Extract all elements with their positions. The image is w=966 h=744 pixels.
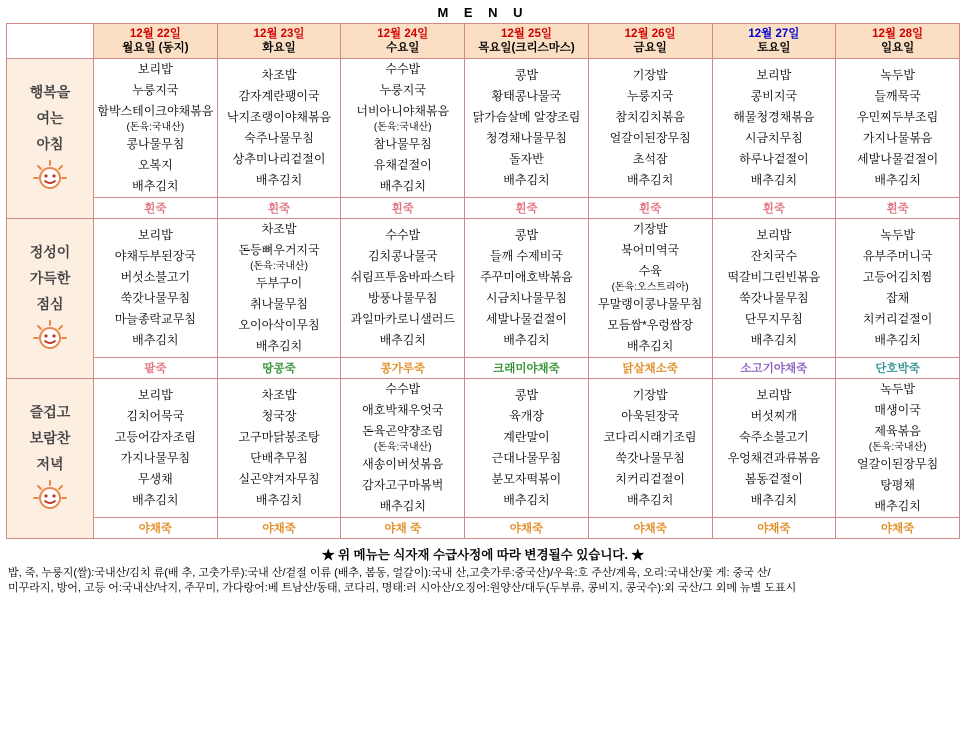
dish-item: 녹두밥 [880,382,915,396]
menu-cell-2-4 [588,379,712,518]
day-header-2 [341,24,465,59]
day-label-2: 수요일 [386,42,420,54]
meal-name-1 [7,219,94,379]
day-label-6: 일요일 [880,42,915,54]
dish-item: 배추김치 [255,173,303,187]
menu-cell-0-4 [588,59,712,198]
porridge-cell-0-1: 흰죽 [217,198,341,219]
dish-item: 배추김치 [874,333,921,347]
dish-item: 세발나물겉절이 [485,312,568,326]
dish-item: 모듬쌈*우렁쌈장 [607,318,694,332]
dish-item: 두부구이 [255,276,303,290]
dish-item: 육개장 [509,409,544,423]
meal-name-2 [7,379,94,539]
dish-item: 분모자떡볶이 [491,472,562,486]
sun-face-icon [33,160,67,190]
dish-item: 취나물무침 [250,297,309,311]
dish-origin: (돈육:오스트리아) [611,282,689,293]
menu-cell-2-1 [217,379,341,518]
dish-item: 야채두부된장국 [114,249,196,263]
porridge-cell-1-6: 단호박죽 [836,358,960,379]
dish-origin: (돈육:국내산) [373,442,432,453]
porridge-cell-0-5: 흰죽 [712,198,836,219]
dish-item: 콩비지국 [750,89,798,103]
dish-item: 우엉채견과류볶음 [727,451,821,465]
dish-item: 배추김치 [626,173,674,187]
day-header-4 [588,24,712,59]
dish-item: 들깨묵국 [874,89,921,103]
menu-cell-2-6 [836,379,960,518]
meal-name-line: 행복을 [29,84,71,100]
dish-item: 단배추무침 [250,451,309,465]
dish-item: 세발나물겉절이 [857,152,939,166]
dish-item: 청국장 [261,409,297,423]
dish-item: 배추김치 [750,493,798,507]
dish-item: 누룽지국 [379,83,426,97]
dish-item: 콩밥 [514,388,539,402]
menu-cell-1-4 [588,219,712,358]
menu-cell-0-5 [712,59,836,198]
date-label-0: 12월 22일 [129,28,181,40]
dish-item: 치커리겉절이 [615,472,685,486]
dish-item: 얼갈이된장무침 [857,457,939,471]
dish-item: 돈육곤약쟝조림 (돈육:국내산) [341,421,464,454]
dish-item: 수수밥 [385,228,421,242]
porridge-cell-1-2: 콩가루죽 [341,358,465,379]
dish-item: 가지나물볶음 [862,131,933,145]
dish-item: 쉬림프투움바파스타 [350,270,455,284]
dish-item: 우민찌두부조림 [857,110,939,124]
dish-item: 콩나물무침 [126,137,185,151]
dish-item: 배추김치 [379,179,426,193]
menu-cell-1-3 [465,219,589,358]
dish-item: 배추김치 [503,173,550,187]
menu-change-notice: ★ 위 메뉴는 식자재 수급사정에 따라 변경될수 있습니다. ★ [322,548,644,562]
dish-item: 낙지조랭이야채볶음 [226,110,332,124]
day-header-5 [712,24,836,59]
meal-name-line: 즐겁고 [29,404,71,420]
dish-item: 무생채 [137,472,173,486]
porridge-row-2 [7,518,960,539]
dish-item: 보리밥 [756,388,792,402]
dish-item: 차조밥 [261,68,297,82]
dish-item: 배추김치 [874,499,921,513]
dish-item: 보리밥 [756,228,792,242]
meal-row-0 [7,59,960,198]
dish-item: 탕평채 [880,478,915,492]
sun-face-icon [33,480,67,510]
origin-footnote [6,566,960,596]
menu-cell-0-1 [217,59,341,198]
porridge-cell-2-4: 야채죽 [588,518,712,539]
dish-item: 돌자반 [509,152,544,166]
menu-body [7,59,960,539]
date-label-1: 12월 23일 [253,28,305,40]
dish-origin: (돈육:국내산) [250,261,308,272]
dish-item: 얼갈이된장무침 [609,131,691,145]
menu-cell-0-0 [94,59,218,198]
dish-item: 치커리겉절이 [862,312,933,326]
dish-item: 보리밥 [137,388,173,402]
meal-name-line: 점심 [36,296,64,312]
porridge-cell-2-1: 야채죽 [217,518,341,539]
porridge-cell-2-2: 야채 죽 [341,518,465,539]
porridge-cell-0-6: 흰죽 [836,198,960,219]
menu-cell-2-5 [712,379,836,518]
dish-item: 유채겉절이 [373,158,432,172]
menu-cell-1-2 [341,219,465,358]
dish-item: 단무지무침 [744,312,803,326]
table-header-row [7,24,960,59]
dish-item: 새송이버섯볶음 [362,457,444,471]
menu-cell-1-0 [94,219,218,358]
porridge-row-1 [7,358,960,379]
dish-item: 보리밥 [137,228,173,242]
dish-item: 해물청경채볶음 [733,110,815,124]
meal-name-line: 가득한 [29,270,71,286]
day-header-6 [836,24,960,59]
dish-item: 김치어묵국 [126,409,185,423]
dish-item: 감자계란팽이국 [238,89,320,103]
dish-item: 함박스테이크야채볶음 (돈육:국내산) [94,101,217,134]
porridge-cell-2-3: 야채죽 [465,518,589,539]
corner-cell [7,24,94,59]
dish-item: 수수밥 [385,62,421,76]
porridge-cell-1-3: 크래미야채죽 [465,358,589,379]
day-label-0: 월요일 (동지) [122,42,189,54]
dish-item: 실곤약겨자무침 [238,472,320,486]
meal-name-line: 아침 [36,136,64,152]
dish-item: 고등어감자조림 [114,430,196,444]
dish-item: 고구마닭봉조탕 [238,430,320,444]
dish-item: 가지나물무침 [120,451,191,465]
dish-item: 계란말이 [503,430,550,444]
dish-item: 봄동겉절이 [744,472,803,486]
day-label-3: 목요일(크리스마스) [478,42,575,54]
dish-item: 숙주소불고기 [739,430,809,444]
dish-item: 너비아니야채볶음 (돈육:국내산) [341,101,464,134]
dish-item: 배추김치 [255,339,303,353]
meal-row-1 [7,219,960,358]
dish-item: 방풍나물무침 [367,291,438,305]
dish-item: 보리밥 [756,68,792,82]
menu-cell-0-2 [341,59,465,198]
menu-cell-1-1 [217,219,341,358]
dish-item: 제육볶음 (돈육:국내산) [836,421,959,454]
dish-origin: (돈육:국내산) [868,442,927,453]
menu-cell-2-2 [341,379,465,518]
meal-name-line: 보람찬 [29,430,71,446]
dish-item: 배추김치 [379,499,426,513]
dish-item: 애호박채우엇국 [362,403,444,417]
weekly-menu-table [6,23,960,539]
meal-name-line: 정성이 [29,244,71,260]
dish-item: 참나물무침 [373,137,432,151]
dish-item: 콩밥 [514,68,539,82]
dish-item: 버섯소불고기 [120,270,191,284]
dish-item: 누룽지국 [626,89,674,103]
dish-item: 배추김치 [874,173,921,187]
dish-item: 시금치무침 [744,131,803,145]
meal-name-0 [7,59,94,219]
day-header-0 [94,24,218,59]
dish-item: 기장밥 [632,388,668,402]
meal-row-2 [7,379,960,518]
dish-item: 배추김치 [132,333,179,347]
dish-item: 주꾸미애호박볶음 [480,270,573,284]
dish-item: 배추김치 [503,493,550,507]
date-label-3: 12월 25일 [500,28,552,40]
menu-cell-1-6 [836,219,960,358]
date-label-5: 12월 27일 [748,28,800,40]
dish-item: 하루나겉절이 [739,152,809,166]
dish-item: 수육 (돈육:오스트리아) [589,261,712,294]
dish-item: 김치콩나물국 [367,249,438,263]
porridge-cell-2-6: 야채죽 [836,518,960,539]
dish-item: 오복지 [137,158,173,172]
dish-item: 녹두밥 [880,68,915,82]
date-label-2: 12월 24일 [377,28,429,40]
porridge-cell-0-3: 흰죽 [465,198,589,219]
dish-item: 감자고구마볶벅 [362,478,444,492]
dish-item: 청경채나물무침 [485,131,568,145]
dish-item: 오이아삭이무침 [238,318,320,332]
dish-item: 고등어김치찜 [862,270,933,284]
menu-cell-0-3 [465,59,589,198]
date-label-6: 12월 28일 [872,28,924,40]
dish-item: 아욱된장국 [621,409,680,423]
dish-item: 보리밥 [137,62,173,76]
dish-item: 들깨 수제비국 [490,249,563,263]
dish-item: 시금치나물무침 [485,291,568,305]
dish-item: 매생이국 [874,403,921,417]
dish-item: 마늘종락교무침 [114,312,196,326]
dish-item: 차조밥 [261,222,297,236]
dish-item: 배추김치 [626,339,674,353]
porridge-cell-2-0: 야채죽 [94,518,218,539]
porridge-cell-1-1: 땅콩죽 [217,358,341,379]
dish-item: 배추김치 [132,493,179,507]
dish-item: 배추김치 [750,173,798,187]
date-label-4: 12월 26일 [624,28,676,40]
dish-item: 배추김치 [255,493,303,507]
dish-item: 누룽지국 [132,83,179,97]
dish-item: 배추김치 [132,179,179,193]
menu-cell-2-3 [465,379,589,518]
origin-footnote-line-0: 밥, 죽, 누룽지(쌀):국내산/김치 류(배 추, 고춧가루):국내 산/겉절 이류 (배추, 봄동, 얼갈이):국내 산,고춧가루:중국산)/우육:호 주산/계육, 오리:국내산/꽃 게: 중국 산/ [8,567,771,579]
menu-cell-1-5 [712,219,836,358]
dish-item: 참치김치볶음 [615,110,685,124]
porridge-row-0 [7,198,960,219]
origin-footnote-line-1: 미꾸라지, 방어, 고등 어:국내산/낙지, 주꾸미, 가다랑어:베 트남산/동태, 코다리, 명태:러 시아산/오징어:원양산/대두(두부류, 콩비지, 콩국수):외 국산/그 외메 뉴별 도표시 [8,582,797,594]
porridge-cell-2-5: 야채죽 [712,518,836,539]
day-header-1 [217,24,341,59]
dish-item: 초석잠 [632,152,668,166]
dish-item: 북어미역국 [621,243,680,257]
dish-item: 돈등뼈우거지국 (돈육:국내산) [218,240,341,273]
dish-item: 잔치국수 [750,249,798,263]
day-header-3 [465,24,589,59]
day-label-5: 토요일 [757,42,791,54]
dish-item: 쑥갓나물무침 [739,291,809,305]
meal-name-line: 여는 [36,110,64,126]
dish-item: 떡갈비그린빈볶음 [727,270,821,284]
dish-item: 배추김치 [379,333,426,347]
porridge-cell-1-4: 닭살채소죽 [588,358,712,379]
dish-item: 근대나물무침 [491,451,562,465]
day-label-1: 화요일 [262,42,296,54]
dish-item: 닭가슴살메 알쟝조림 [472,110,581,124]
dish-item: 차조밥 [261,388,297,402]
dish-item: 수수밥 [385,382,421,396]
dish-origin: (돈육:국내산) [126,122,185,133]
dish-item: 배추김치 [750,333,798,347]
dish-item: 기장밥 [632,222,668,236]
dish-item: 무말랭이콩나물무침 [597,297,703,311]
porridge-cell-1-5: 소고기야채죽 [712,358,836,379]
porridge-cell-1-0: 팥죽 [94,358,218,379]
dish-item: 쑥갓나물무침 [615,451,685,465]
menu-cell-2-0 [94,379,218,518]
dish-item: 코다리시래기조림 [603,430,697,444]
porridge-cell-0-4: 흰죽 [588,198,712,219]
dish-item: 잡채 [886,291,910,305]
dish-item: 쑥갓나물무침 [120,291,191,305]
dish-item: 기장밥 [632,68,668,82]
dish-item: 황태콩나물국 [491,89,562,103]
dish-item: 배추김치 [503,333,550,347]
dish-item: 배추김치 [626,493,674,507]
menu-cell-0-6 [836,59,960,198]
dish-item: 과일마카로니샐러드 [350,312,455,326]
porridge-cell-0-0: 흰죽 [94,198,218,219]
dish-item: 버섯찌개 [750,409,798,423]
meal-name-line: 저녁 [36,456,64,472]
dish-item: 콩밥 [514,228,539,242]
porridge-cell-0-2: 흰죽 [341,198,465,219]
sun-face-icon [33,320,67,350]
day-label-4: 금요일 [633,42,667,54]
dish-item: 상추미나리겉절이 [232,152,326,166]
dish-item: 유부주머니국 [862,249,933,263]
dish-origin: (돈육:국내산) [373,122,432,133]
dish-item: 녹두밥 [880,228,915,242]
dish-item: 숙주나물무침 [244,131,314,145]
page-title: M E N U [437,5,529,20]
